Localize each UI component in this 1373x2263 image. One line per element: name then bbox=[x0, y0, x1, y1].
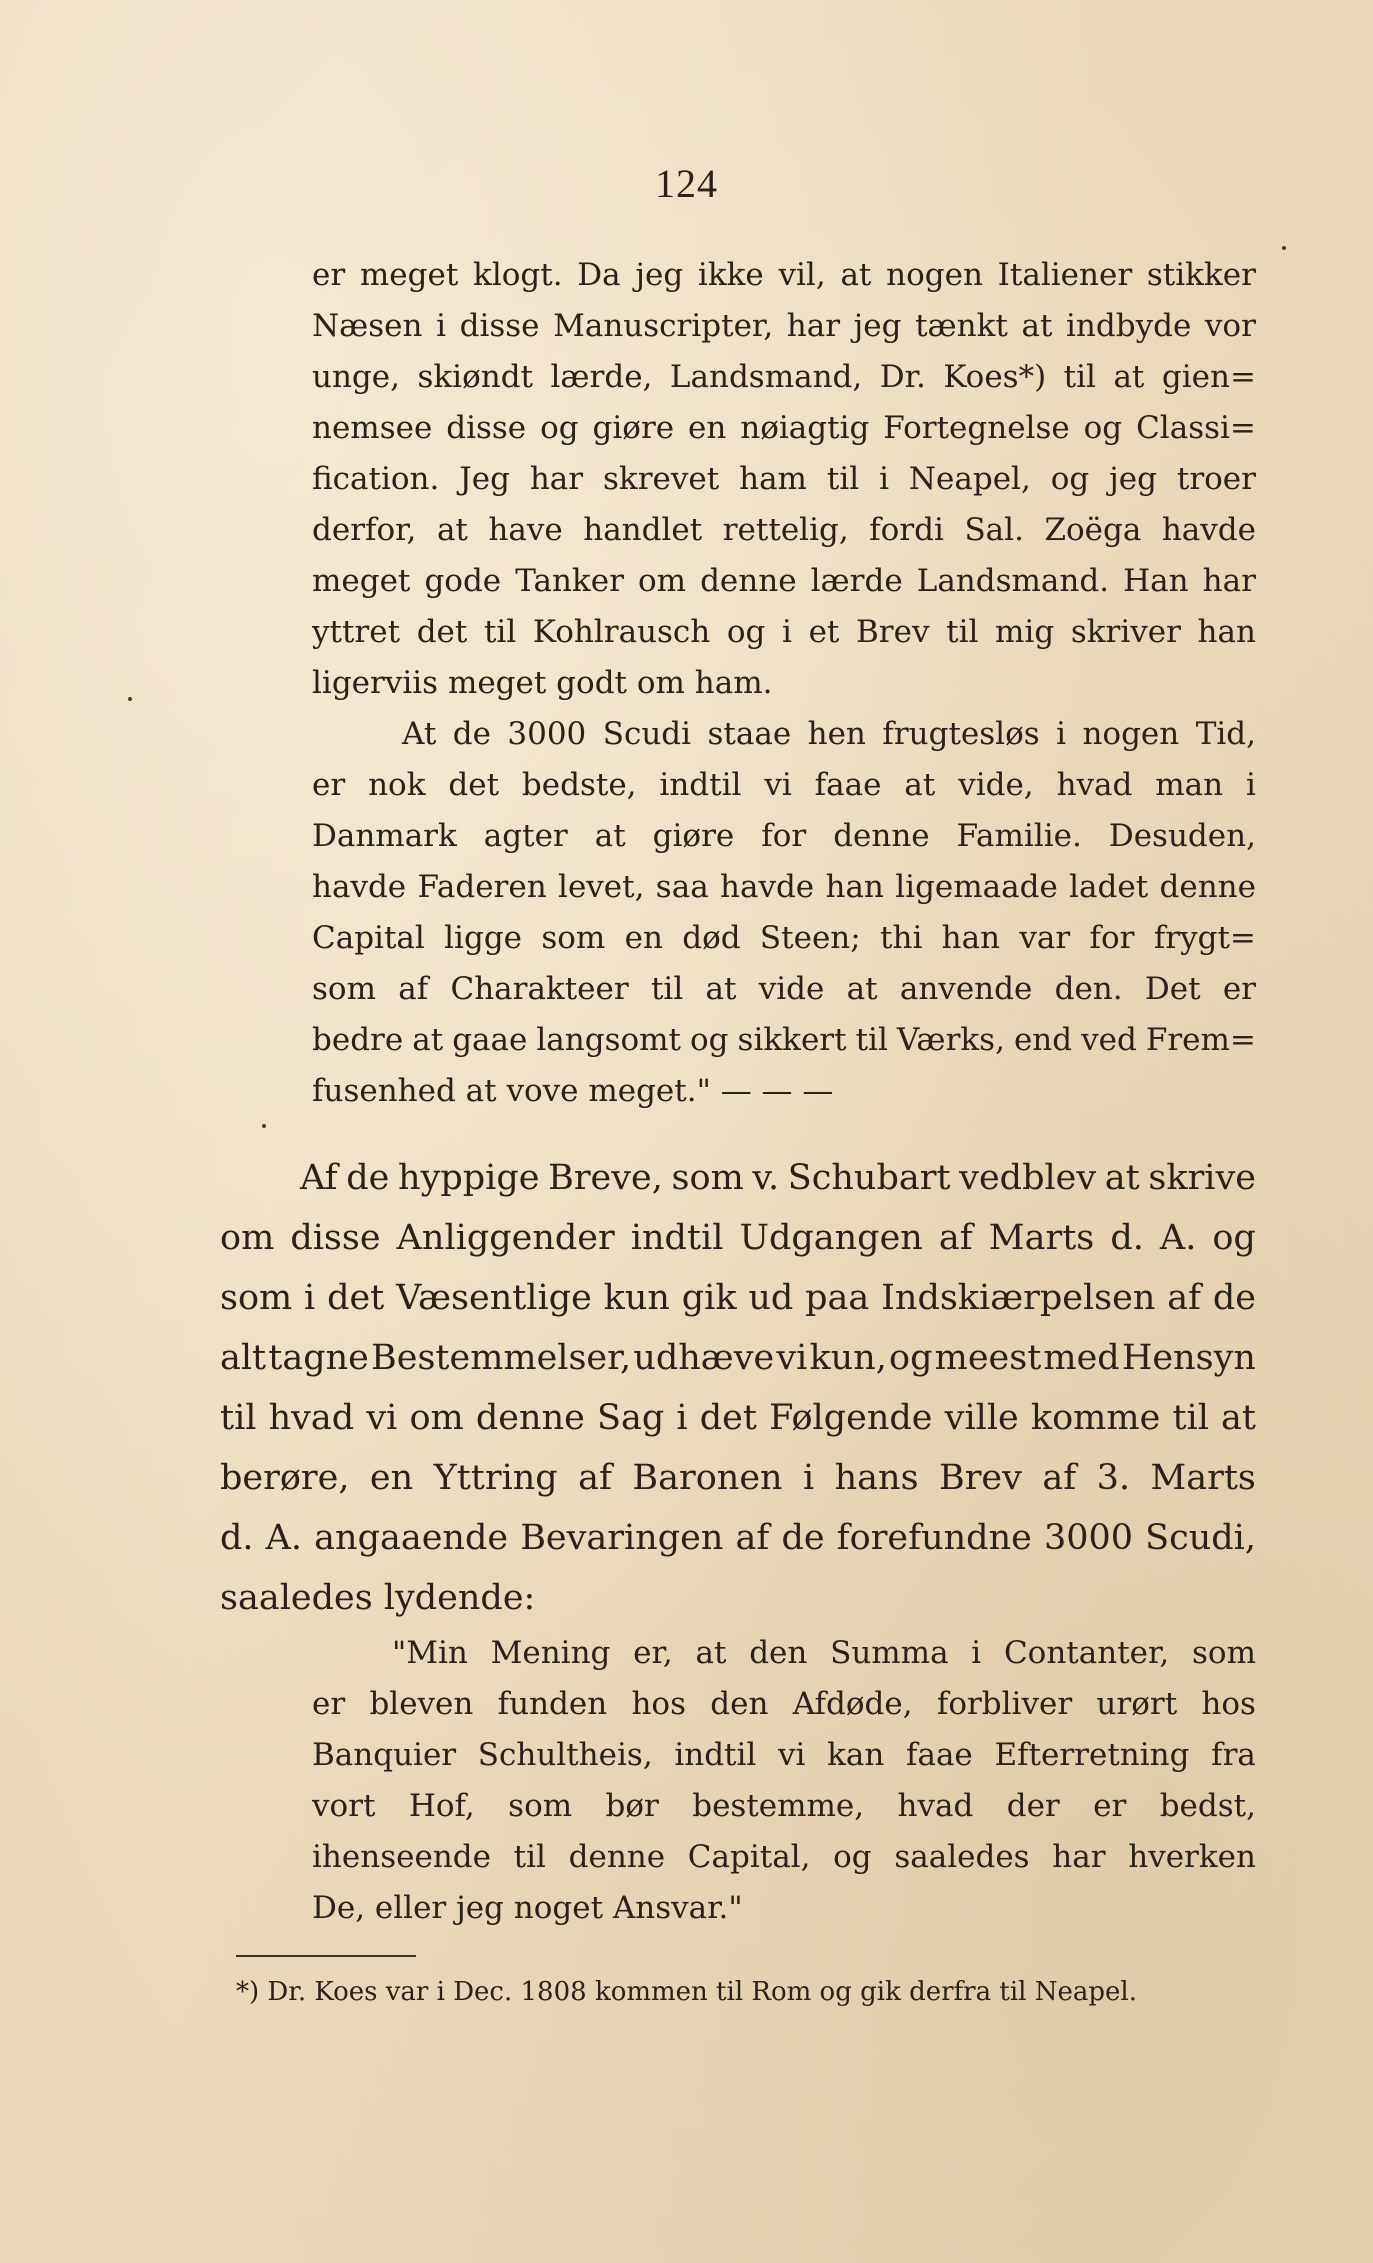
text-line: "Min Mening er, at den Summa i Contanter, som bbox=[392, 1635, 1256, 1671]
text-line: havde Faderen levet, saa havde han ligemaade ladet denne bbox=[312, 869, 1256, 905]
footnote: *) Dr. Koes var i Dec. 1808 kommen til Rom og gik derfra til Neapel. bbox=[236, 1977, 1137, 2007]
text-line: berøre, en Yttring af Baronen i hans Brev af 3. Marts bbox=[220, 1458, 1256, 1498]
text-line: er meget klogt. Da jeg ikke vil, at nogen Italiener stikker bbox=[312, 257, 1256, 293]
text-line: fication. Jeg har skrevet ham til i Neapel, og jeg troer bbox=[312, 461, 1256, 497]
text-line: alt tagne Bestemmelser, udhæve vi kun, og meest med Hensyn bbox=[220, 1338, 1256, 1378]
text-line: ligerviis meget godt om ham. bbox=[312, 665, 773, 701]
text-line: nemsee disse og giøre en nøiagtig Fortegnelse og Classi= bbox=[312, 410, 1256, 446]
text-line: unge, skiøndt lærde, Landsmand, Dr. Koes*) til at gien= bbox=[312, 359, 1256, 395]
text-line: vort Hof, som bør bestemme, hvad der er bedst, bbox=[312, 1788, 1256, 1824]
text-line: ihenseende til denne Capital, og saaledes har hverken bbox=[312, 1839, 1256, 1875]
paper-speck bbox=[1282, 246, 1286, 250]
text-line: til hvad vi om denne Sag i det Følgende ville komme til at bbox=[220, 1398, 1256, 1438]
text-line: om disse Anliggender indtil Udgangen af Marts d. A. og bbox=[220, 1218, 1256, 1258]
text-line: meget gode Tanker om denne lærde Landsmand. Han har bbox=[312, 563, 1256, 599]
text-line: At de 3000 Scudi staae hen frugtesløs i nogen Tid, bbox=[402, 716, 1256, 752]
paper-speck bbox=[128, 697, 132, 701]
text-line: d. A. angaaende Bevaringen af de forefundne 3000 Scudi, bbox=[220, 1518, 1256, 1558]
text-line: yttret det til Kohlrausch og i et Brev til mig skriver han bbox=[312, 614, 1256, 650]
text-line: Banquier Schultheis, indtil vi kan faae Efterretning fra bbox=[312, 1737, 1256, 1773]
text-line: som i det Væsentlige kun gik ud paa Indskiærpelsen af de bbox=[220, 1278, 1256, 1318]
page-number: 124 bbox=[655, 161, 718, 206]
text-line: som af Charakteer til at vide at anvende den. Det er bbox=[312, 971, 1256, 1007]
text-line: derfor, at have handlet rettelig, fordi Sal. Zoëga havde bbox=[312, 512, 1256, 548]
footnote-divider bbox=[236, 1955, 416, 1957]
paper-speck bbox=[262, 1124, 266, 1128]
text-line: Næsen i disse Manuscripter, har jeg tænkt at indbyde vor bbox=[312, 308, 1256, 344]
text-line: De, eller jeg noget Ansvar." bbox=[312, 1890, 743, 1926]
text-line: bedre at gaae langsomt og sikkert til Værks, end ved Frem= bbox=[312, 1022, 1256, 1058]
text-line: er nok det bedste, indtil vi faae at vide, hvad man i bbox=[312, 767, 1256, 803]
text-line: er bleven funden hos den Afdøde, forbliver urørt hos bbox=[312, 1686, 1256, 1722]
text-line: saaledes lydende: bbox=[220, 1578, 536, 1618]
text-line: Capital ligge som en død Steen; thi han var for frygt= bbox=[312, 920, 1256, 956]
block-quote bbox=[312, 1628, 1256, 1934]
body-paragraph bbox=[220, 1148, 1256, 1628]
text-line: fusenhed at vove meget." — — — bbox=[312, 1073, 834, 1109]
letter-quote-continuation bbox=[312, 250, 1256, 1117]
text-line: Danmark agter at giøre for denne Familie. Desuden, bbox=[312, 818, 1256, 854]
text-line: Af de hyppige Breve, som v. Schubart vedblev at skrive bbox=[300, 1158, 1256, 1198]
